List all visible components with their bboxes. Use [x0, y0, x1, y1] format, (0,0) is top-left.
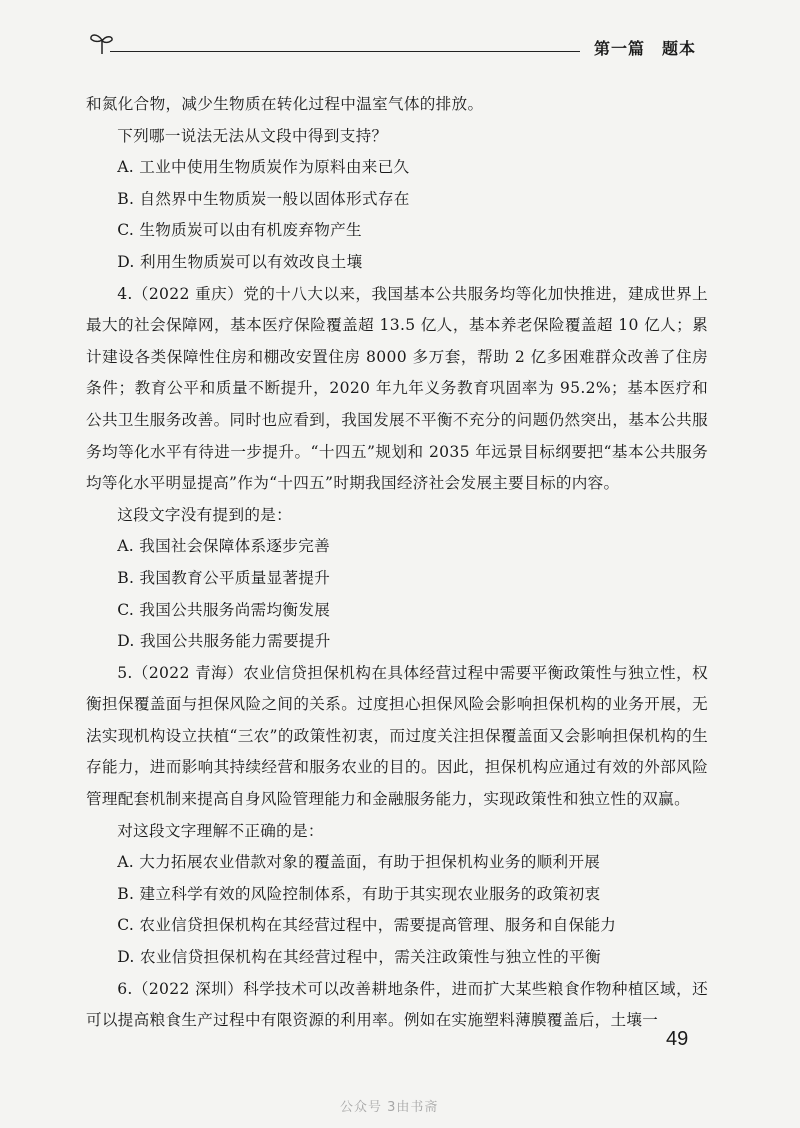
question-4-option-c: C. 我国公共服务尚需均衡发展 [117, 600, 331, 619]
question-5-option-c: C. 农业信贷担保机构在其经营过程中，需要提高管理、服务和自保能力 [117, 916, 617, 935]
question-5-prompt: 对这段文字理解不正确的是： [117, 821, 324, 840]
sprout-icon [88, 30, 116, 56]
question-4-passage: 4.（2022 重庆）党的十八大以来，我国基本公共服务均等化加快推进，建成世界上最大的社会保障网，基本医疗保险覆盖超 13.5 亿人，基本养老保险覆盖超 10 亿人；累计建设各类保障性住房和棚改安置住房 8000 多万套，帮助 2 亿多困难群众改善了住房条件；教育公平和质量不断提升，2020 年九年义务教育巩固率为 95.2%；基本医疗和公共卫生服务改善。同时也应看到，我国发展不平衡不充分的问题仍然突出，基本公共服务均等化水平有待进一步提升。“十四五”规划和 2035 年远景目标纲要把“基本公共服务均等化水平明显提高”作为“十四五”时期我国经济社会发展主要目标的内容。 [86, 284, 708, 493]
page-body [86, 89, 708, 1037]
watermark: 公众号 3由书斋 [340, 1100, 439, 1115]
question-3-prompt: 下列哪一说法无法从文段中得到支持？ [117, 126, 388, 145]
page-header [88, 30, 700, 60]
question-5-option-d: D. 农业信贷担保机构在其经营过程中，需关注政策性与独立性的平衡 [117, 948, 601, 967]
question-6-passage: 6.（2022 深圳）科学技术可以改善耕地条件，进而扩大某些粮食作物种植区域，还可以提高粮食生产过程中有限资源的利用率。例如在实施塑料薄膜覆盖后，土壤一 [86, 979, 708, 1030]
page-number: 49 [666, 1028, 689, 1050]
question-5-option-b: B. 建立科学有效的风险控制体系，有助于其实现农业服务的政策初衷 [117, 884, 601, 903]
question-5-passage: 5.（2022 青海）农业信贷担保机构在具体经营过程中需要平衡政策性与独立性，权衡担保覆盖面与担保风险之间的关系。过度担心担保风险会影响担保机构的业务开展，无法实现机构设立扶植“三农”的政策性初衷，而过度关注担保覆盖面又会影响担保机构的生存能力，进而影响其持续经营和服务农业的目的。因此，担保机构应通过有效的外部风险管理配套机制来提高自身风险管理能力和金融服务能力，实现政策性和独立性的双赢。 [86, 663, 708, 809]
question-4-option-d: D. 我国公共服务能力需要提升 [117, 632, 331, 651]
paragraph-continuation: 和氮化合物，减少生物质在转化过程中温室气体的排放。 [86, 95, 484, 113]
question-5-option-a: A. 大力拓展农业借款对象的覆盖面，有助于担保机构业务的顺利开展 [117, 853, 601, 872]
question-4-option-a: A. 我国社会保障体系逐步完善 [117, 537, 330, 556]
question-4-prompt: 这段文字没有提到的是： [117, 505, 293, 524]
header-rule [110, 51, 580, 52]
section-title: 第一篇 题本 [593, 39, 696, 58]
question-3-option-b: B. 自然界中生物质炭一般以固体形式存在 [117, 189, 410, 208]
question-3-option-d: D. 利用生物质炭可以有效改良土壤 [117, 252, 363, 271]
question-3-option-a: A. 工业中使用生物质炭作为原料由来已久 [117, 158, 410, 177]
question-4-option-b: B. 我国教育公平质量显著提升 [117, 568, 331, 587]
question-3-option-c: C. 生物质炭可以由有机废弃物产生 [117, 221, 362, 240]
